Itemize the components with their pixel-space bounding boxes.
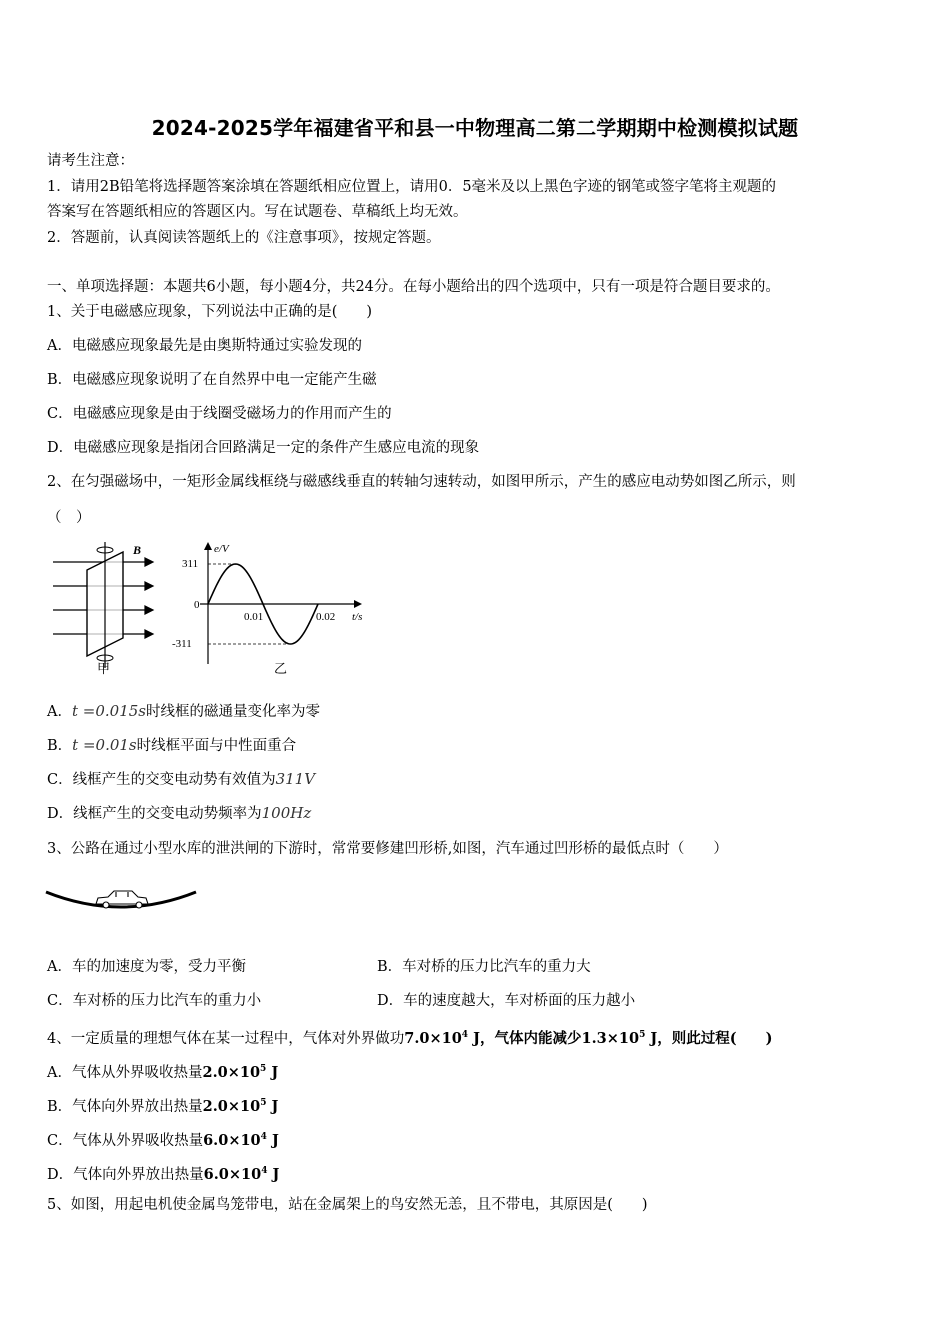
section-heading: 一、单项选择题：本题共6小题，每小题4分，共24分。在每小题给出的四个选项中，只有一项是符合题目要求的。	[47, 279, 780, 295]
q3-option-c: C．车对桥的压力比汽车的重力小	[47, 993, 262, 1009]
q4-option-d: D．气体向外界放出热量$6.0\times 10^4$ J	[47, 1166, 280, 1183]
y-axis-label: e/V	[214, 543, 229, 555]
emf-chart	[170, 540, 375, 680]
q4-stem: 4、一定质量的理想气体在某一过程中，气体对外界做功$7.0\times 10^4$ J，气体内能减少$1.3\times 10^5$ J，则此过程( )	[47, 1030, 773, 1047]
q3-option-b: B．车对桥的压力比汽车的重力大	[377, 959, 591, 975]
coil-diagram	[45, 540, 160, 680]
q1-option-a: A．电磁感应现象最先是由奥斯特通过实验发现的	[47, 338, 362, 354]
q1-stem: 1、关于电磁感应现象，下列说法中正确的是( )	[47, 304, 373, 320]
x-tick-label-1: 0.01	[244, 611, 264, 623]
q3-stem: 3、公路在通过小型水库的泄洪闸的下游时，常常要修建凹形桥,如图，汽车通过凹形桥的最低点时（ ）	[47, 841, 728, 857]
q4-option-c: C．气体从外界吸收热量$6.0\times 10^4$ J	[47, 1132, 279, 1149]
y-max-label: 311	[182, 558, 199, 570]
q2-paren: （ ）	[47, 510, 91, 526]
q3-option-d: D．车的速度越大，车对桥面的压力越小	[377, 993, 636, 1009]
figure-label-jia: 甲	[97, 661, 111, 676]
page-title: 2024-2025学年福建省平和县一中物理高二第二学期期中检测模拟试题	[151, 116, 799, 140]
x-axis-arrow	[354, 600, 362, 608]
q4-option-b: B．气体向外界放出热量$2.0\times 10^5$ J	[47, 1098, 279, 1115]
q2-option-a: A．t =0.015s时线框的磁通量变化率为零	[47, 702, 320, 720]
q1-option-b: B．电磁感应现象说明了在自然界中电一定能产生磁	[47, 372, 377, 388]
notice-item-1: 1．请用2B铅笔将选择题答案涂填在答题纸相应位置上，请用0．5毫米及以上黑色字迹的钢笔或签字笔将主观题的	[47, 179, 777, 195]
q2-option-d: D．线框产生的交变电动势频率为100Hz	[47, 804, 312, 822]
figure-label-yi: 乙	[274, 661, 288, 676]
y-axis-arrow	[204, 542, 212, 550]
x-tick-label-2: 0.02	[316, 611, 336, 623]
q2-option-b: B．t =0.01s时线框平面与中性面重合	[47, 736, 297, 754]
q2-option-c: C．线框产生的交变电动势有效值为311V	[47, 770, 316, 788]
q2-stem: 2、在匀强磁场中，一矩形金属线框绕与磁感线垂直的转轴匀速转动，如图甲所示，产生的感应电动势如图乙所示，则	[47, 474, 796, 490]
notice-item-2: 2．答题前，认真阅读答题纸上的《注意事项》，按规定答题。	[47, 230, 441, 246]
notice-item-1-cont: 答案写在答题纸相应的答题区内。写在试题卷、草稿纸上均无效。	[47, 204, 468, 220]
q4-option-a: A．气体从外界吸收热量$2.0\times 10^5$ J	[47, 1064, 279, 1081]
b-field-label: B	[133, 543, 142, 557]
y-min-label: -311	[172, 638, 192, 650]
notice-heading: 请考生注意：	[47, 153, 134, 169]
concave-bridge-diagram	[44, 884, 200, 918]
q3-option-a: A．车的加速度为零，受力平衡	[47, 959, 246, 975]
x-axis-label: t/s	[352, 611, 363, 623]
q5-stem: 5、如图，用起电机使金属鸟笼带电，站在金属架上的鸟安然无恙，且不带电，其原因是( )	[47, 1197, 648, 1213]
q1-option-c: C．电磁感应现象是由于线圈受磁场力的作用而产生的	[47, 406, 392, 422]
origin-label: 0	[194, 599, 200, 611]
car-icon	[96, 891, 148, 908]
q1-option-d: D．电磁感应现象是指闭合回路满足一定的条件产生感应电流的现象	[47, 440, 480, 456]
